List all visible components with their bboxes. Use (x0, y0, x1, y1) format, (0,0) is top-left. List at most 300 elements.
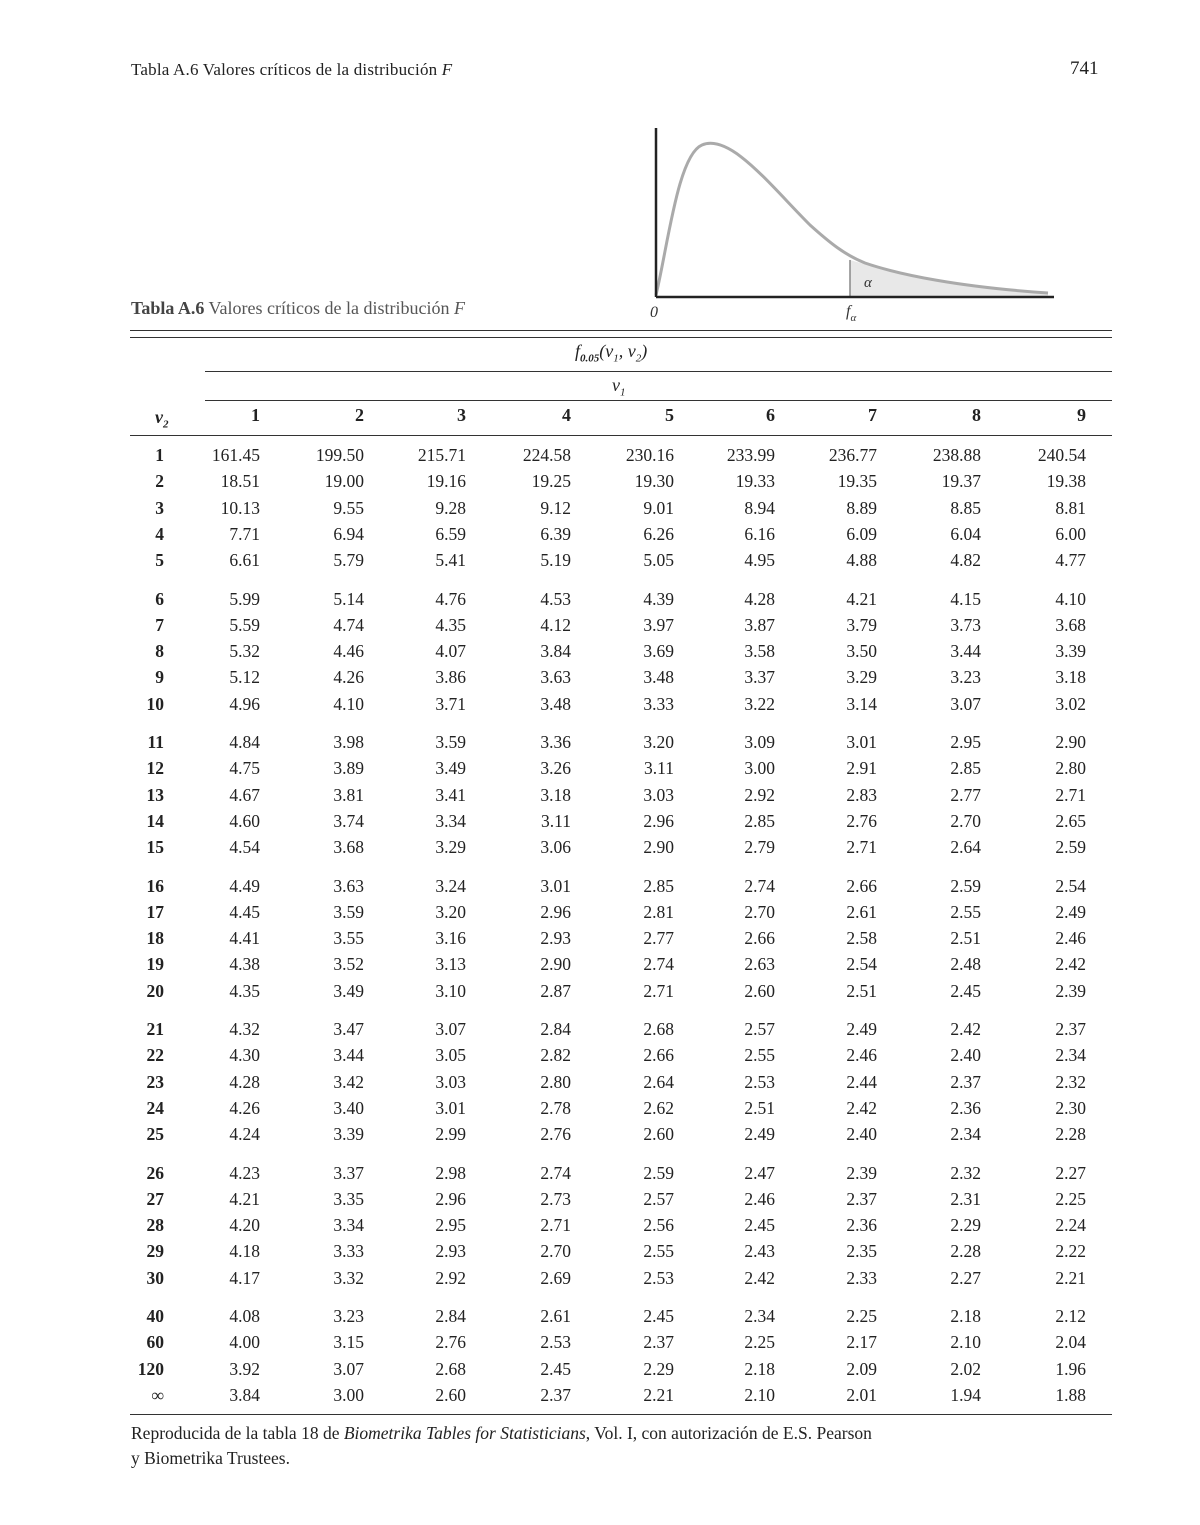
row-label: 27 (146, 1188, 164, 1209)
column-header: 4 (562, 405, 571, 425)
row-label: 40 (146, 1306, 164, 1326)
table-cell: 3.87 (744, 614, 775, 635)
table-cell: 2.64 (950, 837, 981, 858)
table-cell: 2.58 (846, 928, 877, 949)
table-cell: 2.34 (950, 1124, 981, 1145)
table-cell: 2.44 (846, 1071, 877, 1092)
table-cell: 4.35 (435, 614, 466, 635)
table-cell: 2.42 (950, 1019, 981, 1039)
table-cell: 6.26 (643, 523, 674, 544)
table-cell: 3.11 (644, 758, 674, 779)
table-cell: 3.47 (333, 1019, 364, 1039)
table-cell: 2.17 (846, 1332, 877, 1353)
table-cell: 2.92 (435, 1267, 466, 1288)
row-label: 21 (146, 1019, 164, 1039)
table-cell: 6.61 (229, 550, 260, 571)
table-cell: 2.49 (1055, 901, 1086, 922)
table-cell: 3.36 (540, 732, 571, 752)
table-cell: 3.37 (333, 1162, 364, 1183)
table-cell: 2.99 (435, 1124, 466, 1145)
table-cell: 2.33 (846, 1267, 877, 1288)
table-cell: 161.45 (211, 445, 260, 465)
table-cell: 2.96 (435, 1188, 466, 1209)
table-cell: 2.92 (744, 784, 775, 805)
header-rule (130, 435, 1112, 436)
table-cell: 2.39 (1055, 980, 1086, 1001)
table-cell: 2.53 (540, 1332, 571, 1353)
table-cell: 8.85 (950, 497, 981, 518)
column-header: 5 (665, 405, 674, 425)
table-cell: 4.96 (229, 693, 260, 714)
table-cell: 4.28 (229, 1071, 260, 1092)
table-cell: 6.04 (950, 523, 981, 544)
table-cell: 19.00 (324, 471, 364, 492)
table-cell: 2.95 (435, 1215, 466, 1236)
row-label: 4 (155, 523, 164, 544)
table-cell: 3.18 (1055, 667, 1086, 688)
row-label: 23 (146, 1071, 164, 1092)
table-cell: 2.49 (744, 1124, 775, 1145)
table-cell: 2.51 (744, 1097, 775, 1118)
table-cell: 3.07 (950, 693, 981, 714)
table-cell: 4.49 (229, 875, 260, 896)
table-cell: 3.63 (333, 875, 364, 896)
table-cell: 2.59 (1055, 837, 1086, 858)
table-cell: 2.70 (540, 1241, 571, 1262)
table-cell: 2.54 (846, 954, 877, 975)
table-cell: 2.60 (643, 1124, 674, 1145)
table-cell: 1.88 (1055, 1384, 1086, 1405)
row-label: 30 (146, 1267, 164, 1288)
table-cell: 3.26 (540, 758, 571, 779)
table-cell: 19.30 (634, 471, 674, 492)
table-cell: 3.44 (950, 641, 981, 662)
alpha-label: α (864, 275, 872, 291)
table-cell: 3.18 (540, 784, 571, 805)
table-cell: 2.28 (950, 1241, 981, 1262)
table-cell: 2.66 (846, 875, 877, 896)
table-cell: 2.27 (950, 1267, 981, 1288)
table-cell: 3.98 (333, 732, 364, 752)
table-cell: 3.49 (435, 758, 466, 779)
table-cell: 2.76 (846, 810, 877, 831)
table-cell: 238.88 (932, 445, 981, 465)
table-cell: 4.26 (229, 1097, 260, 1118)
table-cell: 3.40 (333, 1097, 364, 1118)
table-cell: 4.08 (229, 1306, 260, 1326)
table-cell: 2.36 (950, 1097, 981, 1118)
table-cell: 4.54 (229, 837, 260, 858)
row-label: 9 (155, 667, 164, 688)
table-cell: 3.02 (1055, 693, 1086, 714)
table-cell: 3.84 (229, 1384, 260, 1405)
table-cell: 3.34 (333, 1215, 364, 1236)
table-cell: 2.81 (643, 901, 674, 922)
table-cell: 3.48 (540, 693, 571, 714)
table-cell: 2.25 (846, 1306, 877, 1326)
running-header-text: Tabla A.6 Valores críticos de la distribución (131, 60, 442, 79)
table-cell: 2.37 (643, 1332, 674, 1353)
table-cell: 2.96 (643, 810, 674, 831)
table-cell: 19.33 (735, 471, 775, 492)
table-cell: 2.22 (1055, 1241, 1086, 1262)
table-cell: 4.76 (435, 588, 466, 609)
table-cell: 3.13 (435, 954, 466, 975)
table-cell: 3.48 (643, 667, 674, 688)
table-cell: 2.10 (950, 1332, 981, 1353)
row-label: 120 (137, 1358, 164, 1379)
table-cell: 4.17 (229, 1267, 260, 1288)
column-header: 3 (457, 405, 466, 425)
table-cell: 4.53 (540, 588, 571, 609)
table-cell: 3.20 (435, 901, 466, 922)
table-cell: 5.05 (643, 550, 674, 571)
caption-label: Tabla A.6 (131, 298, 205, 318)
table-cell: 1.96 (1055, 1358, 1086, 1379)
table-cell: 4.21 (846, 588, 877, 609)
table-cell: 4.26 (333, 667, 364, 688)
table-cell: 2.69 (540, 1267, 571, 1288)
table-cell: 3.23 (950, 667, 981, 688)
table-cell: 3.35 (333, 1188, 364, 1209)
table-cell: 2.09 (846, 1358, 877, 1379)
table-cell: 2.90 (1055, 732, 1086, 752)
table-cell: 2.57 (744, 1019, 775, 1039)
table-cell: 2.95 (950, 732, 981, 752)
table-cell: 2.24 (1055, 1215, 1086, 1236)
table-cell: 4.38 (229, 954, 260, 975)
row-label: ∞ (151, 1384, 164, 1405)
table-cell: 2.64 (643, 1071, 674, 1092)
table-cell: 2.61 (540, 1306, 571, 1326)
table-cell: 3.92 (229, 1358, 260, 1379)
caption-var: F (453, 298, 465, 318)
row-label: 18 (146, 928, 164, 949)
table-cell: 2.77 (643, 928, 674, 949)
table-cell: 2.62 (643, 1097, 674, 1118)
table-cell: 2.56 (643, 1215, 674, 1236)
table-cell: 2.45 (540, 1358, 571, 1379)
table-cell: 2.90 (540, 954, 571, 975)
table-cell: 4.30 (229, 1045, 260, 1066)
table-cell: 2.39 (846, 1162, 877, 1183)
table-cell: 19.38 (1046, 471, 1086, 492)
table-cell: 3.59 (435, 732, 466, 752)
row-label: 17 (146, 901, 164, 922)
title-rule (205, 371, 1112, 372)
table-cell: 2.29 (950, 1215, 981, 1236)
table-cell: 2.28 (1055, 1124, 1086, 1145)
table-cell: 230.16 (625, 445, 674, 465)
source-note: Reproducida de la tabla 18 de Biometrika Tables for Statisticians, Vol. I, con autorización de E.S. Pearson y Biometrika Trustees. (131, 1423, 872, 1468)
table-cell: 19.37 (941, 471, 981, 492)
table-cell: 2.29 (643, 1358, 674, 1379)
row-label: 25 (146, 1124, 164, 1145)
table-cell: 3.74 (333, 810, 364, 831)
table-cell: 2.32 (950, 1162, 981, 1183)
row-label: 7 (155, 614, 164, 635)
table-cell: 2.51 (846, 980, 877, 1001)
table-cell: 3.52 (333, 954, 364, 975)
table-cell: 3.20 (643, 732, 674, 752)
table-cell: 2.25 (744, 1332, 775, 1353)
row-label: 19 (146, 954, 164, 975)
table-cell: 2.55 (950, 901, 981, 922)
table-cell: 3.81 (333, 784, 364, 805)
table-cell: 2.37 (950, 1071, 981, 1092)
table-cell: 3.10 (435, 980, 466, 1001)
table-cell: 2.53 (744, 1071, 775, 1092)
table-cell: 2.42 (846, 1097, 877, 1118)
table-cell: 2.55 (643, 1241, 674, 1262)
table-cell: 3.29 (846, 667, 877, 688)
row-label: 15 (146, 837, 164, 858)
table-cell: 4.10 (1055, 588, 1086, 609)
table-cell: 3.24 (435, 875, 466, 896)
table-cell: 3.05 (435, 1045, 466, 1066)
table-cell: 3.06 (540, 837, 571, 858)
table-cell: 2.45 (744, 1215, 775, 1236)
top-rule-1 (130, 330, 1112, 331)
table-cell: 4.74 (333, 614, 364, 635)
table-cell: 2.30 (1055, 1097, 1086, 1118)
table-cell: 2.82 (540, 1045, 571, 1066)
table-cell: 2.35 (846, 1241, 877, 1262)
table-cell: 5.41 (435, 550, 466, 571)
table-cell: 5.14 (333, 588, 364, 609)
table-title: $f_{0.05}(v_1$, $v_2$) (575, 341, 648, 365)
table-cell: 4.20 (229, 1215, 260, 1236)
table-cell: 2.83 (846, 784, 877, 805)
page-number: 741 (1070, 58, 1099, 79)
table-cell: 3.39 (1055, 641, 1086, 662)
row-label: 5 (155, 550, 164, 571)
table-cell: 2.74 (643, 954, 674, 975)
table-cell: 2.84 (435, 1306, 466, 1326)
table-cell: 2.34 (1055, 1045, 1086, 1066)
table-cell: 10.13 (220, 497, 260, 518)
table-cell: 5.19 (540, 550, 571, 571)
table-cell: 2.42 (744, 1267, 775, 1288)
table-cell: 4.10 (333, 693, 364, 714)
table-cell: 199.50 (315, 445, 364, 465)
row-label: 6 (155, 588, 164, 609)
table-cell: 19.25 (531, 471, 571, 492)
table-cell: 2.78 (540, 1097, 571, 1118)
table-cell: 3.01 (540, 875, 571, 896)
table-cell: 215.71 (417, 445, 466, 465)
table-cell: 4.15 (950, 588, 981, 609)
table-cell: 2.93 (540, 928, 571, 949)
running-header-var: F (441, 60, 453, 79)
table-cell: 4.82 (950, 550, 981, 571)
table-cell: 3.16 (435, 928, 466, 949)
table-cell: 2.48 (950, 954, 981, 975)
table-cell: 3.11 (541, 810, 571, 831)
table-cell: 4.12 (540, 614, 571, 635)
table-cell: 4.21 (229, 1188, 260, 1209)
table-cell: 4.67 (229, 784, 260, 805)
table-cell: 3.09 (744, 732, 775, 752)
bottom-rule (130, 1414, 1112, 1415)
table-cell: 3.15 (333, 1332, 364, 1353)
table-cell: 3.86 (435, 667, 466, 688)
table-cell: 2.37 (1055, 1019, 1086, 1039)
table-cell: 2.74 (744, 875, 775, 896)
table-cell: 2.73 (540, 1188, 571, 1209)
table-cell: 2.47 (744, 1162, 775, 1183)
table-cell: 3.33 (643, 693, 674, 714)
table-cell: 4.84 (229, 732, 260, 752)
table-cell: 3.03 (435, 1071, 466, 1092)
table-cell: 2.63 (744, 954, 775, 975)
table-cell: 3.00 (333, 1384, 364, 1405)
table-cell: 3.49 (333, 980, 364, 1001)
running-header (131, 60, 452, 80)
table-cell: 3.39 (333, 1124, 364, 1145)
table-cell: 2.43 (744, 1241, 775, 1262)
row-label: 28 (146, 1215, 164, 1236)
table-cell: 2.37 (540, 1384, 571, 1405)
f-alpha-label: $f_\alpha$ (846, 303, 857, 324)
table-cell: 2.59 (950, 875, 981, 896)
table-cell: 3.07 (435, 1019, 466, 1039)
table-cell: 6.94 (333, 523, 364, 544)
table-cell: 6.00 (1055, 523, 1086, 544)
table-cell: 2.25 (1055, 1188, 1086, 1209)
row-label: 29 (146, 1241, 164, 1262)
table-cell: 2.71 (1055, 784, 1086, 805)
table-cell: 2.70 (744, 901, 775, 922)
row-label: 10 (146, 693, 164, 714)
table-cell: 3.00 (744, 758, 775, 779)
table-cell: 2.70 (950, 810, 981, 831)
table-cell: 5.79 (333, 550, 364, 571)
table-cell: 3.89 (333, 758, 364, 779)
table-cell: 3.50 (846, 641, 877, 662)
table-cell: 2.71 (540, 1215, 571, 1236)
table-cell: 6.16 (744, 523, 775, 544)
row-label: 60 (146, 1332, 164, 1353)
table-cell: 2.90 (643, 837, 674, 858)
table-cell: 2.68 (435, 1358, 466, 1379)
table-cell: 2.80 (1055, 758, 1086, 779)
table-cell: 9.01 (643, 497, 674, 518)
table-cell: 3.03 (643, 784, 674, 805)
table-cell: 3.01 (435, 1097, 466, 1118)
table-cell: 5.99 (229, 588, 260, 609)
table-cell: 3.34 (435, 810, 466, 831)
table-cell: 2.66 (744, 928, 775, 949)
table-cell: 4.60 (229, 810, 260, 831)
table-cell: 3.69 (643, 641, 674, 662)
row-label: 24 (146, 1097, 164, 1118)
row-label: 11 (147, 732, 164, 752)
origin-label: 0 (650, 304, 658, 321)
table-cell: 3.58 (744, 641, 775, 662)
table-cell: 2.40 (846, 1124, 877, 1145)
table-cell: 240.54 (1037, 445, 1086, 465)
table-cell: 4.35 (229, 980, 260, 1001)
table-cell: 2.01 (846, 1384, 877, 1405)
row-label: 26 (146, 1162, 164, 1183)
table-cell: 2.02 (950, 1358, 981, 1379)
table-cell: 2.77 (950, 784, 981, 805)
table-cell: 2.34 (744, 1306, 775, 1326)
row-label: 13 (146, 784, 164, 805)
table-cell: 2.37 (846, 1188, 877, 1209)
column-header: 7 (868, 405, 877, 425)
table-cell: 3.41 (435, 784, 466, 805)
table-cell: 3.68 (1055, 614, 1086, 635)
table-cell: 224.58 (522, 445, 571, 465)
table-cell: 4.77 (1055, 550, 1086, 571)
row-label: 1 (155, 445, 164, 465)
table-cell: 3.84 (540, 641, 571, 662)
table-cell: 2.54 (1055, 875, 1086, 896)
table-cell: 2.32 (1055, 1071, 1086, 1092)
table-cell: 8.89 (846, 497, 877, 518)
table-cell: 6.59 (435, 523, 466, 544)
table-cell: 2.51 (950, 928, 981, 949)
table-caption (131, 298, 465, 319)
table-cell: 4.88 (846, 550, 877, 571)
table-cell: 3.23 (333, 1306, 364, 1326)
table-cell: 2.46 (1055, 928, 1086, 949)
row-label: 3 (155, 497, 164, 518)
table-cell: 4.28 (744, 588, 775, 609)
table-cell: 2.96 (540, 901, 571, 922)
table-cell: 3.14 (846, 693, 877, 714)
table-cell: 6.09 (846, 523, 877, 544)
table-cell: 2.57 (643, 1188, 674, 1209)
table-cell: 9.28 (435, 497, 466, 518)
row-label: 20 (146, 980, 164, 1001)
row-label: 14 (146, 810, 164, 831)
caption-text: Valores críticos de la distribución (204, 298, 454, 318)
table-cell: 2.46 (744, 1188, 775, 1209)
table-cell: 3.63 (540, 667, 571, 688)
table-cell: 2.65 (1055, 810, 1086, 831)
table-cell: 2.76 (435, 1332, 466, 1353)
table-cell: 2.85 (950, 758, 981, 779)
row-label: 12 (146, 758, 164, 779)
table-cell: 2.98 (435, 1162, 466, 1183)
table-cell: 19.16 (426, 471, 466, 492)
column-header: 8 (972, 405, 981, 425)
table-cell: 4.23 (229, 1162, 260, 1183)
table-cell: 2.27 (1055, 1162, 1086, 1183)
table-cell: 236.77 (828, 445, 877, 465)
table-cell: 2.12 (1055, 1306, 1086, 1326)
table-cell: 5.32 (229, 641, 260, 662)
column-header: 1 (251, 405, 260, 425)
table-cell: 2.53 (643, 1267, 674, 1288)
v2-header: $v_2$ (155, 407, 169, 431)
table-cell: 2.21 (643, 1384, 674, 1405)
table-cell: 2.87 (540, 980, 571, 1001)
table-cell: 2.55 (744, 1045, 775, 1066)
table-cell: 4.00 (229, 1332, 260, 1353)
table-cell: 8.81 (1055, 497, 1086, 518)
table-cell: 9.55 (333, 497, 364, 518)
table-cell: 2.76 (540, 1124, 571, 1145)
table-cell: 2.46 (846, 1045, 877, 1066)
table-cell: 3.59 (333, 901, 364, 922)
top-rule-2 (130, 337, 1112, 338)
row-label: 2 (155, 471, 164, 492)
table-cell: 2.18 (950, 1306, 981, 1326)
